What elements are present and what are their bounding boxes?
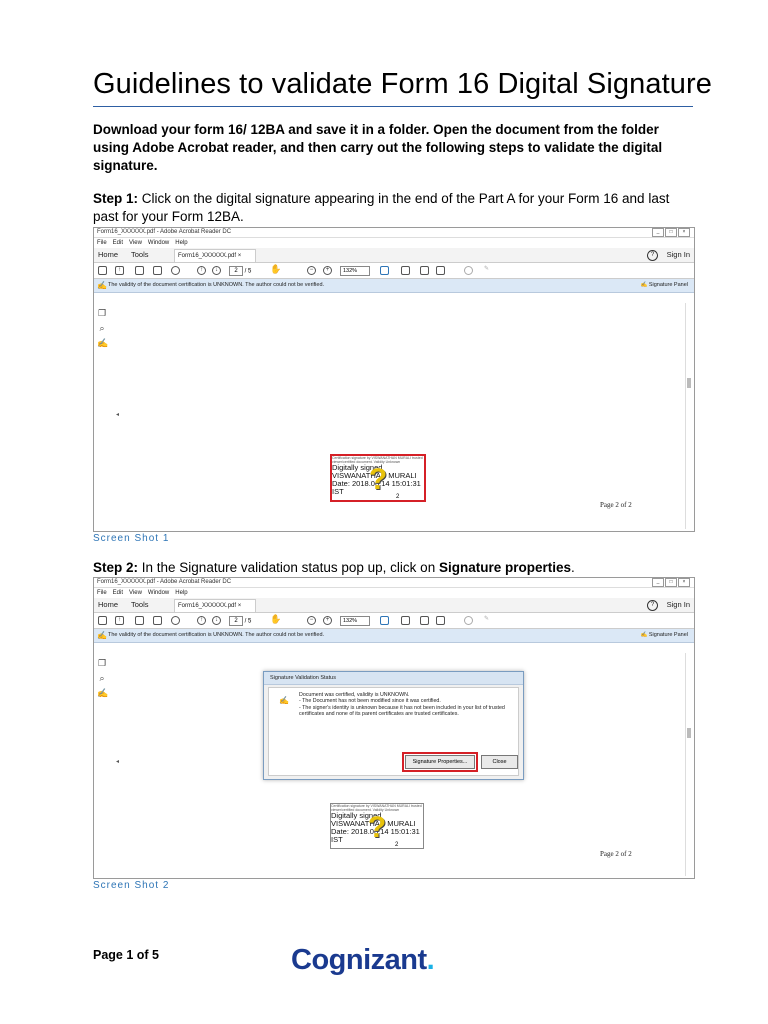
full-screen-icon[interactable]: [420, 616, 429, 625]
signature-digitally: Digitally signed: [331, 811, 382, 820]
collapse-left-icon[interactable]: ◂: [116, 759, 120, 765]
signature-panel-label: Signature Panel: [648, 282, 688, 288]
previous-page-icon[interactable]: ↑: [197, 266, 206, 275]
window-titlebar: [94, 228, 694, 238]
sign-in-link[interactable]: Sign In: [666, 600, 690, 609]
hand-tool-icon[interactable]: ✋: [270, 614, 282, 624]
dialog-line-3: - The signer's identity is unknown because it has not been included in your list of trusted certificates and none of its parent certificates are trusted certificates.: [299, 704, 505, 717]
dialog-body: [268, 687, 519, 776]
tab-tools[interactable]: Tools: [131, 250, 149, 259]
vertical-scrollbar[interactable]: [685, 653, 693, 876]
step-2-end: .: [570, 560, 575, 575]
step-1-paragraph: [93, 190, 693, 226]
save-icon[interactable]: [98, 616, 107, 625]
side-panel: [94, 653, 112, 698]
certification-message: The validity of the document certification is UNKNOWN. The author could not be verified.: [108, 632, 325, 638]
pages-icon[interactable]: ❐: [97, 308, 107, 318]
zoom-out-icon[interactable]: −: [307, 266, 316, 275]
menu-bar: [94, 588, 694, 598]
upload-icon[interactable]: ↑: [115, 616, 124, 625]
sign-pen-icon[interactable]: ✎: [483, 616, 490, 622]
sign-in-link[interactable]: Sign In: [666, 250, 690, 259]
page-input[interactable]: 2: [229, 266, 243, 276]
certification-bar: [94, 279, 694, 293]
signature-icon[interactable]: ✍: [97, 338, 109, 348]
page-label: Page 2 of 2: [600, 850, 632, 858]
tab-home[interactable]: Home: [98, 600, 119, 609]
certified-pen-icon: ✍: [97, 631, 107, 640]
page-number: Page 1 of 5: [93, 948, 159, 962]
logo-dot-icon: .: [426, 944, 435, 976]
page-total: / 5: [244, 268, 252, 275]
step-2-bold-text: Signature properties: [438, 560, 571, 575]
tab-tools[interactable]: Tools: [131, 600, 149, 609]
digital-signature-field[interactable]: [330, 454, 426, 502]
dialog-line-1: Document was certified, validity is UNKNOWN.: [299, 692, 410, 698]
tab-document[interactable]: Form16_XXXXXX.pdf ×: [174, 249, 256, 262]
intro-paragraph: Download your form 16/ 12BA and save it in a folder. Open the document from the folder using Adobe Acrobat reader, and then carry out the following steps to validate the digital signature.: [93, 122, 663, 173]
tab-bar: [94, 248, 694, 263]
certification-message: The validity of the document certification is UNKNOWN. The author could not be verified.: [108, 282, 325, 288]
signature-name: VISWANATHAN MURALI: [331, 819, 416, 828]
menu-edit[interactable]: Edit: [112, 240, 124, 246]
step-2-label: Step 2:: [93, 560, 139, 575]
step-2-paragraph: [93, 559, 693, 577]
zoom-in-icon[interactable]: +: [323, 266, 332, 275]
signature-cert-text: Certification signature by VISWANATHAN MURALI trusted viewer/certified document. Validity Unknown: [332, 456, 423, 464]
signature-number: 2: [396, 494, 400, 500]
signature-name: VISWANATHAN MURALI: [332, 471, 417, 480]
step-1-text: Click on the digital signature appearing in the end of the Part A for your Form 16 and last past for your Form 12BA.: [93, 191, 670, 224]
menu-edit[interactable]: Edit: [112, 590, 124, 596]
signature-panel-button[interactable]: ✍ Signature Panel: [640, 282, 688, 288]
email-icon[interactable]: [153, 266, 162, 275]
zoom-out-icon[interactable]: −: [307, 616, 316, 625]
certified-warning-icon: ✍: [279, 696, 289, 705]
zoom-in-icon[interactable]: +: [323, 616, 332, 625]
print-icon[interactable]: [135, 616, 144, 625]
scroll-thumb[interactable]: [687, 728, 691, 738]
logo-text: Cognizant: [291, 944, 427, 976]
previous-page-icon[interactable]: ↑: [197, 616, 206, 625]
cognizant-logo: [291, 944, 434, 977]
minimize-icon[interactable]: _: [652, 228, 664, 237]
signature-cert-text: Certification signature by VISWANATHAN MURALI trusted viewer/certified document. Validity Unknown: [331, 804, 422, 812]
fit-page-icon[interactable]: [401, 266, 410, 275]
scroll-thumb[interactable]: [687, 378, 691, 388]
menu-help[interactable]: Help: [175, 240, 188, 246]
select-tool-icon[interactable]: [380, 266, 389, 275]
tab-document-label: Form16_XXXXXX.pdf: [178, 603, 237, 609]
certified-pen-icon: ✍: [97, 281, 107, 290]
close-icon[interactable]: ×: [678, 228, 690, 237]
search-icon[interactable]: [171, 616, 180, 625]
menu-file[interactable]: File: [97, 590, 107, 596]
screenshot-1-caption: Screen Shot 1: [93, 533, 170, 544]
tab-bar: [94, 598, 694, 613]
menu-bar: [94, 238, 694, 248]
menu-window[interactable]: Window: [147, 590, 170, 596]
dialog-line-2: - The Document has not been modified since it was certified.: [299, 698, 441, 705]
screenshot-2-caption: Screen Shot 2: [93, 880, 170, 891]
step-2-text: In the Signature validation status pop up, click on: [138, 560, 439, 575]
hand-tool-icon[interactable]: ✋: [270, 264, 282, 274]
toolbar: [94, 613, 694, 629]
vertical-scrollbar[interactable]: [685, 303, 693, 529]
dialog-title: Signature Validation Status: [264, 672, 523, 685]
maximize-icon[interactable]: □: [665, 228, 677, 237]
help-icon[interactable]: ?: [647, 600, 658, 611]
close-button[interactable]: Close: [481, 755, 518, 769]
digital-signature-field[interactable]: [330, 803, 424, 849]
read-mode-icon[interactable]: [436, 616, 445, 625]
signature-panel-label: Signature Panel: [648, 632, 688, 638]
next-page-icon[interactable]: ↓: [212, 616, 221, 625]
signature-number: 2: [395, 842, 399, 848]
zoom-select[interactable]: 132%: [340, 616, 370, 626]
signature-digitally: Digitally signed: [332, 463, 383, 472]
toolbar: [94, 263, 694, 279]
comment-icon[interactable]: [464, 266, 473, 275]
read-mode-icon[interactable]: [436, 266, 445, 275]
full-screen-icon[interactable]: [420, 266, 429, 275]
window-title: Form16_XXXXXX.pdf - Adobe Acrobat Reader DC: [97, 579, 232, 585]
menu-view[interactable]: View: [129, 590, 142, 596]
save-icon[interactable]: [98, 266, 107, 275]
window-titlebar: [94, 578, 694, 588]
attachment-icon[interactable]: ⌕: [99, 323, 105, 333]
fit-page-icon[interactable]: [401, 616, 410, 625]
page-title: Guidelines to validate Form 16 Digital Signature: [93, 68, 712, 100]
screenshot-1: [93, 227, 695, 532]
side-panel: [94, 303, 112, 348]
signature-tz: IST: [332, 487, 344, 496]
zoom-select[interactable]: 132%: [340, 266, 370, 276]
select-tool-icon[interactable]: [380, 616, 389, 625]
sign-pen-icon[interactable]: ✎: [483, 266, 490, 272]
next-page-icon[interactable]: ↓: [212, 266, 221, 275]
page-indicator: [229, 266, 251, 276]
minimize-icon[interactable]: _: [652, 578, 664, 587]
signature-icon[interactable]: ✍: [97, 688, 109, 698]
title-underline: [93, 106, 693, 107]
menu-window[interactable]: Window: [147, 240, 170, 246]
page-indicator: [229, 616, 251, 626]
window-title: Form16_XXXXXX.pdf - Adobe Acrobat Reader DC: [97, 229, 232, 235]
certification-bar: [94, 629, 694, 643]
tab-home[interactable]: Home: [98, 250, 119, 259]
close-icon[interactable]: ×: [678, 578, 690, 587]
step-1-label: Step 1:: [93, 191, 139, 206]
search-icon[interactable]: [171, 266, 180, 275]
print-icon[interactable]: [135, 266, 144, 275]
maximize-icon[interactable]: □: [665, 578, 677, 587]
pages-icon[interactable]: ❐: [97, 658, 107, 668]
signature-date: Date: 2018.06.14 15:01:31: [331, 827, 420, 836]
tab-document[interactable]: Form16_XXXXXX.pdf ×: [174, 599, 256, 612]
menu-file[interactable]: File: [97, 240, 107, 246]
page-total: / 5: [244, 618, 252, 625]
signature-validation-dialog: [263, 671, 524, 780]
signature-tz: IST: [331, 835, 343, 844]
unknown-validity-icon: ?: [368, 463, 388, 496]
email-icon[interactable]: [153, 616, 162, 625]
unknown-validity-icon: ?: [367, 811, 387, 844]
menu-help[interactable]: Help: [175, 590, 188, 596]
attachment-icon[interactable]: ⌕: [99, 673, 105, 683]
menu-view[interactable]: View: [129, 240, 142, 246]
collapse-left-icon[interactable]: ◂: [116, 412, 120, 418]
dialog-message: [299, 692, 511, 717]
signature-properties-button[interactable]: Signature Properties...: [405, 755, 475, 769]
signature-panel-button[interactable]: ✍ Signature Panel: [640, 632, 688, 638]
tab-document-label: Form16_XXXXXX.pdf: [178, 253, 237, 259]
page-input[interactable]: 2: [229, 616, 243, 626]
help-icon[interactable]: ?: [647, 250, 658, 261]
page-label: Page 2 of 2: [600, 501, 632, 509]
screenshot-2: [93, 577, 695, 879]
comment-icon[interactable]: [464, 616, 473, 625]
signature-date: Date: 2018.06.14 15:01:31: [332, 479, 421, 488]
upload-icon[interactable]: ↑: [115, 266, 124, 275]
